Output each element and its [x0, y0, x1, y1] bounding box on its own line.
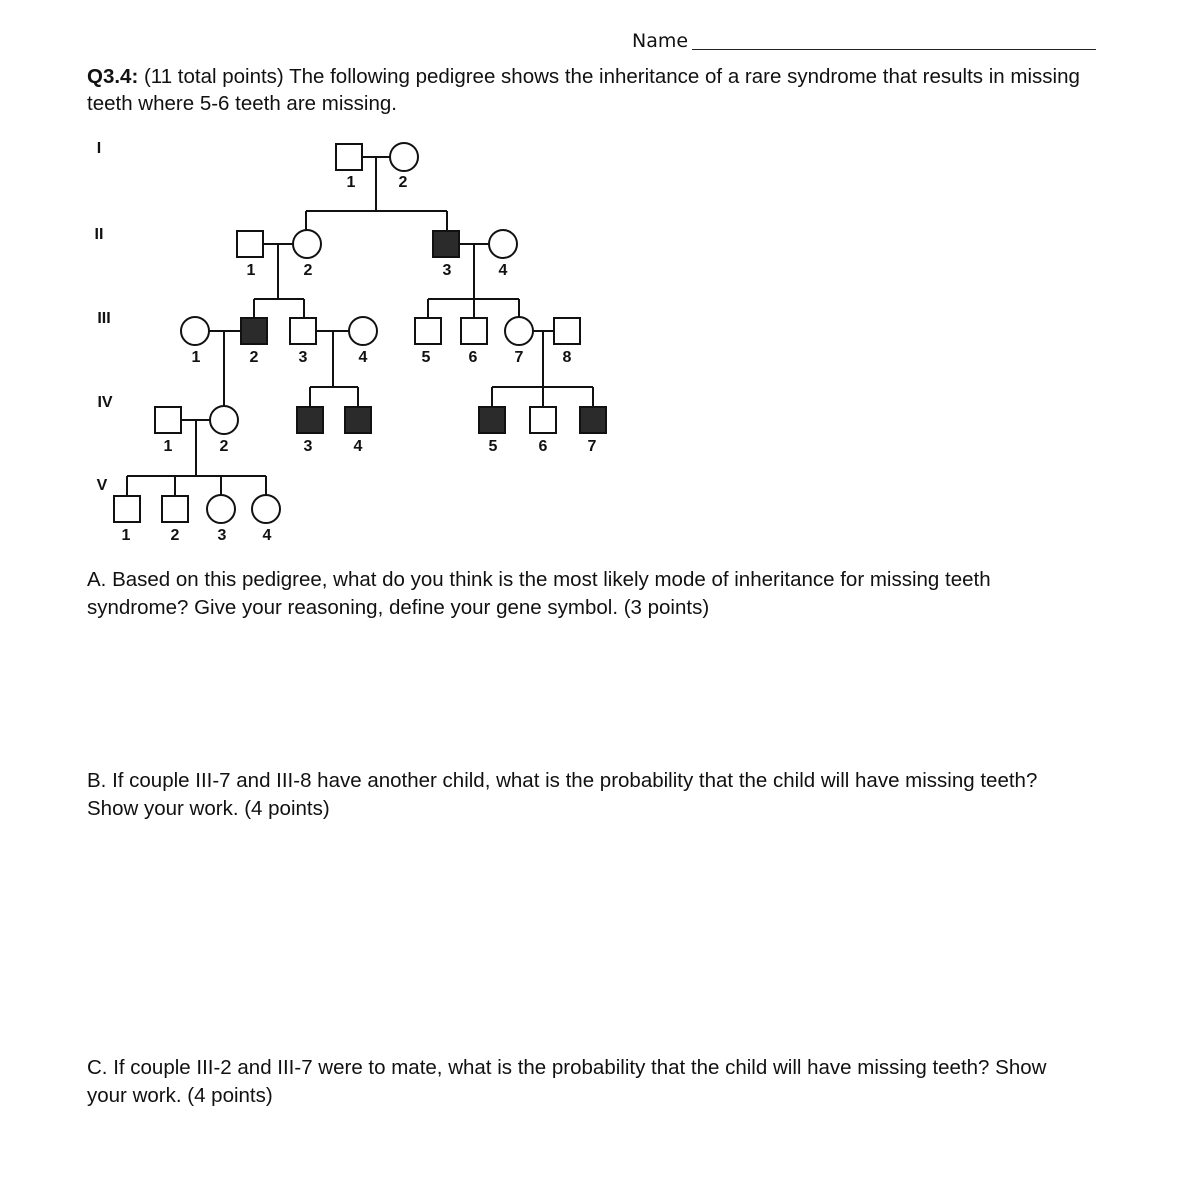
individual-label-III-2: 2 [249, 349, 259, 366]
individual-V-4-female-symbol [252, 495, 280, 523]
name-label: Name [632, 30, 689, 52]
individual-label-IV-2: 2 [219, 438, 229, 455]
individual-V-3-female-symbol [207, 495, 235, 523]
individual-III-2-male-symbol [241, 318, 267, 344]
individual-III-4-female-symbol [349, 317, 377, 345]
generation-label-III: III [97, 310, 111, 327]
generation-label-IV: IV [97, 394, 113, 411]
generation-label-II: II [94, 226, 104, 243]
individual-label-II-2: 2 [303, 262, 313, 279]
individual-II-4-female-symbol [489, 230, 517, 258]
individual-label-V-2: 2 [170, 527, 180, 544]
individual-III-1-female-symbol [181, 317, 209, 345]
individual-label-II-3: 3 [442, 262, 452, 279]
individual-label-II-4: 4 [498, 262, 508, 279]
pedigree-chart [0, 0, 1177, 560]
individual-label-II-1: 1 [246, 262, 256, 279]
individual-II-3-male-symbol [433, 231, 459, 257]
individual-IV-4-male-symbol [345, 407, 371, 433]
part-b-question: B. If couple III-7 and III-8 have another child, what is the probability that the child will have missing teeth? Show your work. (4 points) [87, 769, 1038, 820]
individual-III-7-female-symbol [505, 317, 533, 345]
generation-label-V: V [96, 477, 108, 494]
individual-label-III-8: 8 [562, 349, 572, 366]
individual-label-III-1: 1 [191, 349, 201, 366]
individual-label-IV-1: 1 [163, 438, 173, 455]
individual-V-2-male-symbol [162, 496, 188, 522]
question-number: Q3.4: [87, 65, 139, 88]
individual-I-1-male-symbol [336, 144, 362, 170]
individual-III-5-male-symbol [415, 318, 441, 344]
individual-IV-2-female-symbol [210, 406, 238, 434]
individual-label-I-2: 2 [398, 174, 408, 191]
individual-label-III-7: 7 [514, 349, 524, 366]
individual-label-I-1: 1 [346, 174, 356, 191]
part-a-question: A. Based on this pedigree, what do you think is the most likely mode of inheritance for missing teeth syndrome? Give your reasoning, define your gene symbol. (3 points) [87, 568, 991, 619]
individual-III-6-male-symbol [461, 318, 487, 344]
individual-IV-1-male-symbol [155, 407, 181, 433]
individual-label-V-1: 1 [121, 527, 131, 544]
individual-IV-3-male-symbol [297, 407, 323, 433]
individual-label-V-3: 3 [217, 527, 227, 544]
generation-label-I: I [96, 140, 102, 157]
individual-II-1-male-symbol [237, 231, 263, 257]
individual-label-IV-3: 3 [303, 438, 313, 455]
individual-label-III-4: 4 [358, 349, 368, 366]
individual-label-III-5: 5 [421, 349, 431, 366]
individual-III-8-male-symbol [554, 318, 580, 344]
individual-label-IV-7: 7 [587, 438, 597, 455]
individual-IV-6-male-symbol [530, 407, 556, 433]
individual-label-IV-6: 6 [538, 438, 548, 455]
question-text: (11 total points) The following pedigree shows the inheritance of a rare syndrome that results in missing teeth where 5-6 teeth are missing. [87, 65, 1080, 115]
individual-IV-7-male-symbol [580, 407, 606, 433]
individual-I-2-female-symbol [390, 143, 418, 171]
individual-III-3-male-symbol [290, 318, 316, 344]
individual-label-IV-5: 5 [488, 438, 498, 455]
individual-II-2-female-symbol [293, 230, 321, 258]
part-c-question: C. If couple III-2 and III-7 were to mate, what is the probability that the child will have missing teeth? Show your work. (4 points) [87, 1056, 1047, 1107]
individual-label-IV-4: 4 [353, 438, 363, 455]
individual-label-III-3: 3 [298, 349, 308, 366]
individual-label-V-4: 4 [262, 527, 272, 544]
individual-V-1-male-symbol [114, 496, 140, 522]
individual-label-III-6: 6 [468, 349, 478, 366]
individual-IV-5-male-symbol [479, 407, 505, 433]
